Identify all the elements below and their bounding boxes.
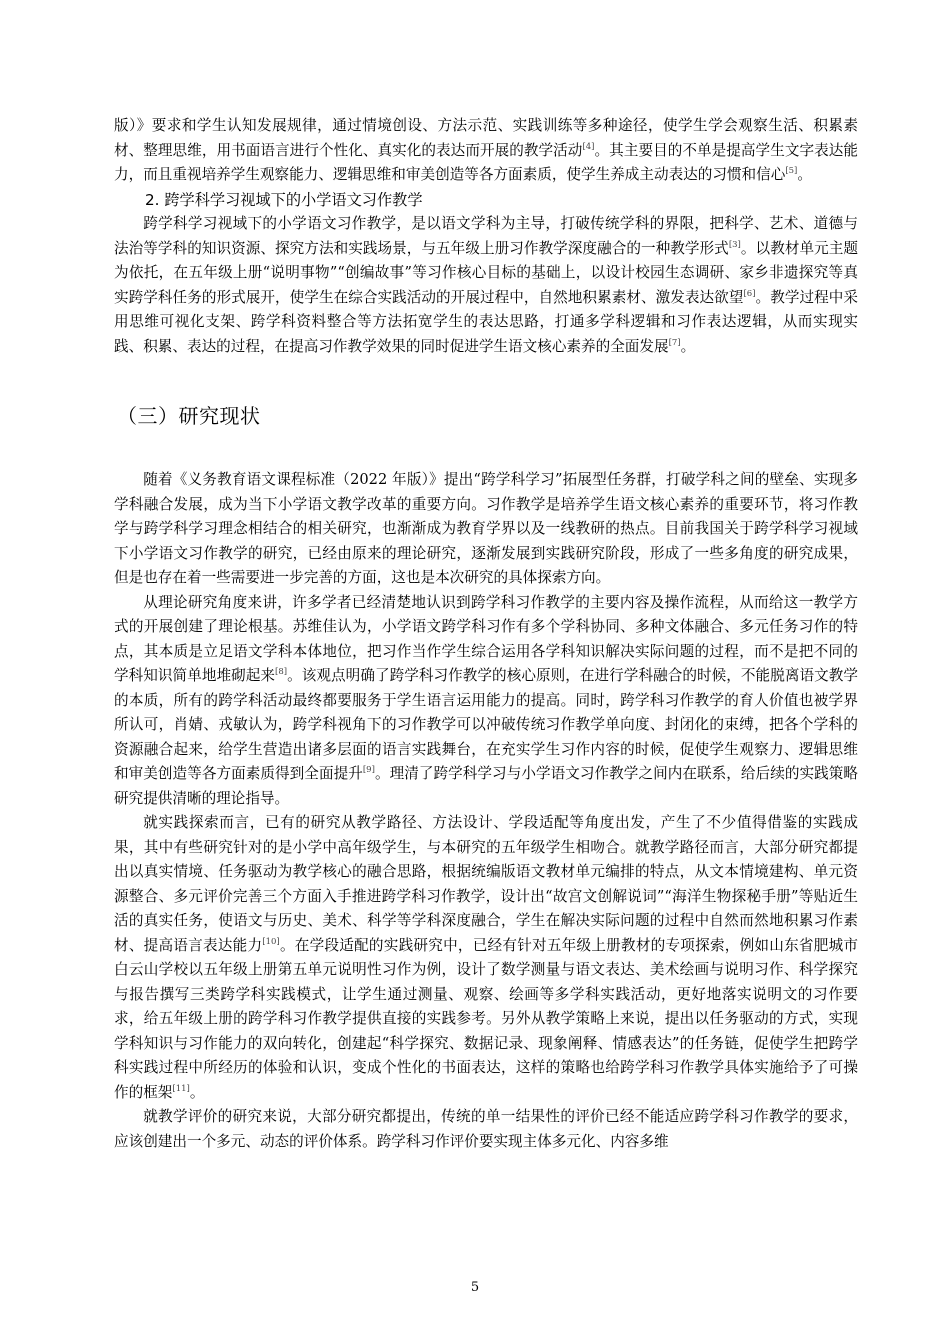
paragraph-text: 就实践探索而言，已有的研究从教学路径、方法设计、学段适配等角度出发，产生了不少值得借鉴的实践成果，其中有些研究针对的是小学中高年级学生，与本研究的五年级学生相吻合。就教学路径而言，大部分研究都提出以真实情境、任务驱动为教学核心的融合思路，根据统编版语文教材单元编排的特点，从文本情境建构、单元资源整合、多元评价完善三个方面入手推进跨学科习作教学，设计出“故宫文创解说词”“海洋生物探秘手册”等贴近生活的真实任务，使语文与历史、美术、科学等学科深度融合，学生在解决实际问题的过程中自然而然地积累习作素材、提高语言表达能力: [114, 814, 858, 954]
paragraph-text: 跨学科学习视域下的小学语文习作教学，是以语文学科为主导，打破传统学科的界限，把科学、艺术、道德与法治等学科的知识资源、探究方法和实践场景，与五年级上册习作教学深度融合的一种教学形式: [114, 215, 858, 257]
section-heading: （三）研究现状: [117, 404, 261, 428]
paragraph-text: 。其主要目的不单是提高学生文字表达能力，而且重视培养学生观察能力、逻辑思维和审美创造等各方面素质，使学生养成主动表达的习惯和信心: [114, 141, 858, 183]
paragraph-text: 从理论研究角度来讲，许多学者已经清楚地认识到跨学科习作教学的主要内容及操作流程，从而给这一教学方式的开展创建了理论根基。苏维佳认为，小学语文跨学科习作有多个学科协同、多种文体融合、多元任务习作的特点，其本质是立足语文学科本体地位，把习作当作学生综合运用各学科知识解决实际问题的过程，而不是把不同的学科知识简单地堆砌起来: [114, 593, 858, 684]
subsection-heading: 2. 跨学科学习视域下的小学语文习作教学: [145, 190, 423, 209]
paragraph-text: 就教学评价的研究来说，大部分研究都提出，传统的单一结果性的评价已经不能适应跨学科习作教学的要求，应该创建出一个多元、动态的评价体系。跨学科习作评价要实现主体多元化、内容多维: [114, 1108, 858, 1150]
paragraph: [114, 1105, 858, 1154]
citation-ref: [3]: [728, 239, 741, 250]
paragraph: [114, 811, 858, 1105]
paragraph: [114, 212, 858, 359]
citation-ref: [10]: [262, 936, 280, 947]
citation-ref: [11]: [172, 1083, 190, 1094]
paragraph-text: 。以教材单元主题为依托，在五年级上册“说明事物”“创编故事”等习作核心目标的基础上，以设计校园生态调研、家乡非遗探究等真实跨学科任务的形式展开，使学生在综合实践活动的开展过程中，自然地积累素材、激发表达欲望: [114, 239, 858, 306]
paragraph-text: 。该观点明确了跨学科习作教学的核心原则，在进行学科融合的时候，不能脱离语文教学的本质，所有的跨学科活动最终都要服务于学生语言运用能力的提高。同时，跨学科习作教学的育人价值也被学界所认可，肖婧、戎敏认为，跨学科视角下的习作教学可以冲破传统习作教学单向度、封闭化的束缚，把各个学科的资源融合起来，给学生营造出诸多层面的语言实践舞台，在充实学生习作内容的时候，促使学生观察力、逻辑思维和审美创造等各方面素质得到全面提升: [114, 667, 858, 782]
paragraph-text: 。: [680, 337, 696, 355]
page-number: 5: [470, 1280, 480, 1295]
citation-ref: [8]: [275, 667, 288, 677]
paragraph: [114, 114, 858, 188]
citation-ref: [6]: [743, 288, 756, 299]
body-block-1: [114, 114, 858, 359]
citation-ref: [7]: [668, 337, 681, 348]
paragraph-text: 随着《义务教育语文课程标准（2022 年版）》提出“跨学科学习”拓展型任务群，打破学科之间的壁垒、实现多学科融合发展，成为当下小学语文教学改革的重要方向。习作教学是培养学生语文核心素养的重要环节，将习作教学与跨学科学习理念相结合的相关研究，也渐渐成为教育学界以及一线教研的热点。目前我国关于跨学科学习视域下小学语文习作教学的研究，已经由原来的理论研究，逐渐发展到实践研究阶段，形成了一些多角度的研究成果，但是也存在着一些需要进一步完善的方面，这也是本次研究的具体探索方向。: [114, 471, 858, 586]
paragraph-text: 。理清了跨学科学习与小学语文习作教学之间内在联系，给后续的实践策略研究提供清晰的理论指导。: [114, 765, 858, 807]
citation-ref: [5]: [785, 166, 798, 176]
body-block-2: [114, 468, 858, 1154]
paragraph: [114, 591, 858, 812]
citation-ref: [9]: [362, 765, 375, 775]
paragraph-text: 。教学过程中采用思维可视化支架、跨学科资料整合等方法拓宽学生的表达思路，打通多学科逻辑和习作表达逻辑，从而实现实践、积累、表达的过程，在提高习作教学效果的同时促进学生语文核心素养的全面发展: [114, 288, 858, 355]
paragraph: [114, 468, 858, 591]
citation-ref: [4]: [582, 141, 595, 152]
paragraph-text: 版）》要求和学生认知发展规律，通过情境创设、方法示范、实践训练等多种途径，使学生学会观察生活、积累素材、整理思维，用书面语言进行个性化、真实化的表达而开展的教学活动: [114, 117, 858, 159]
paragraph-text: 。在学段适配的实践研究中，已经有针对五年级上册教材的专项探索，例如山东省肥城市白云山学校以五年级上册第五单元说明性习作为例，设计了数学测量与语文表达、美术绘画与说明习作、科学探究与报告撰写三类跨学科实践模式，让学生通过测量、观察、绘画等多学科实践活动，更好地落实说明文的习作要求，给五年级上册的跨学科习作教学提供直接的实践参考。另外从教学策略上来说，提出以任务驱动的方式，实现学科知识与习作能力的双向转化，创建起“科学探究、数据记录、现象阐释、情感表达”的任务链，促使学生把跨学科实践过程中所经历的体验和认识，变成个性化的书面表达，这样的策略也给跨学科习作教学具体实施给予了可操作的框架: [114, 936, 858, 1101]
paragraph-text: 。: [189, 1083, 205, 1101]
paragraph-text: 。: [797, 166, 812, 183]
